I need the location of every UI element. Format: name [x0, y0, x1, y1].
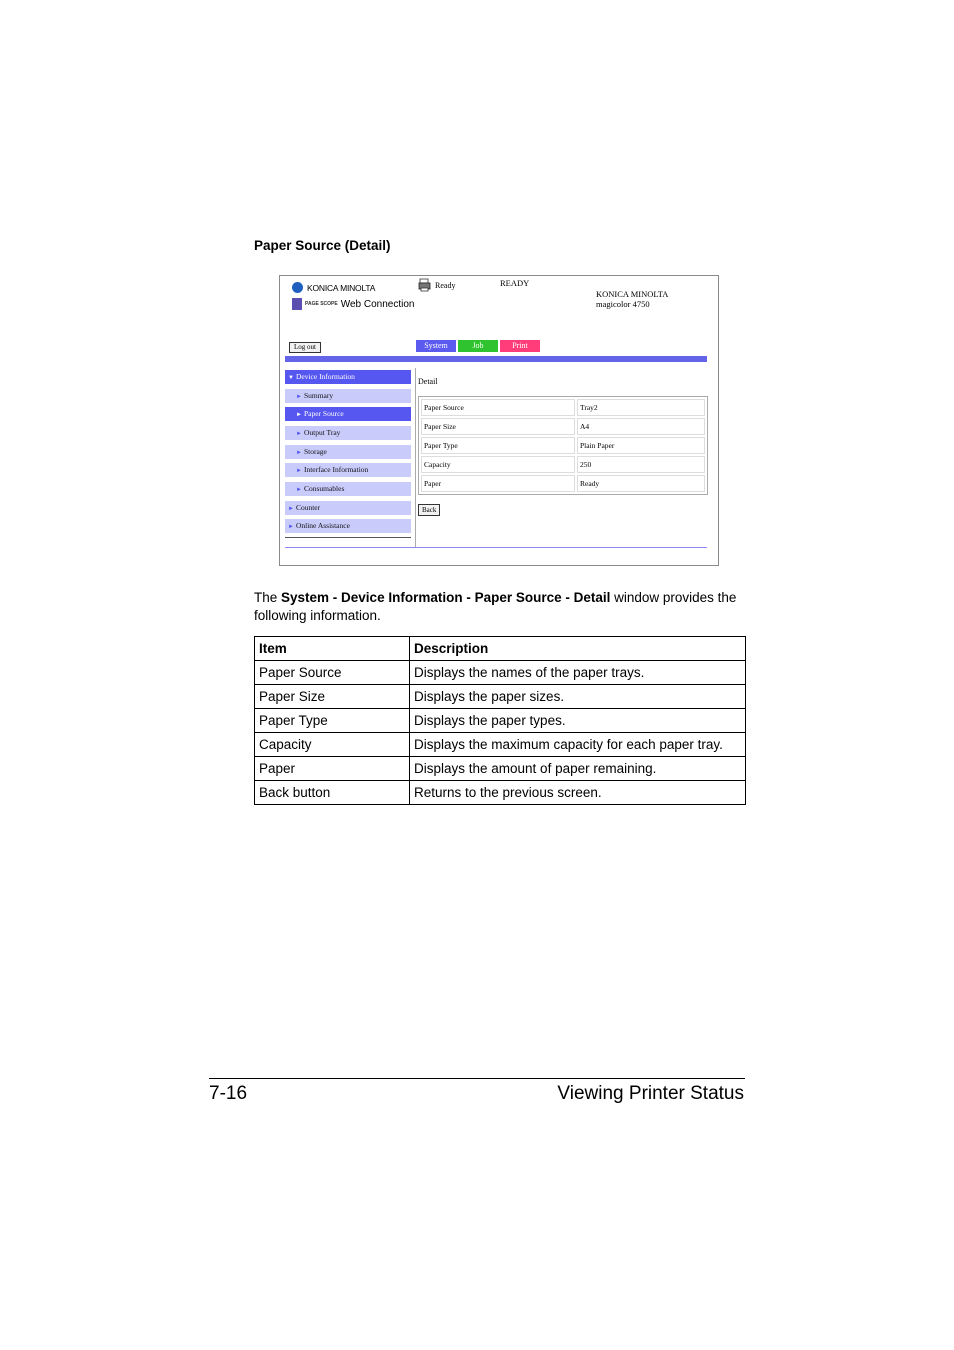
web-connection-label: Web Connection	[340, 298, 415, 310]
pagescope-icon	[292, 298, 302, 310]
nav-counter[interactable]	[285, 501, 411, 515]
nav-label: Paper Source	[303, 409, 344, 418]
table-row	[421, 437, 705, 454]
section-heading: Paper Source (Detail)	[254, 238, 391, 253]
detail-value: Plain Paper	[577, 437, 705, 454]
nav-paper-source[interactable]	[285, 407, 411, 421]
vertical-divider	[415, 368, 416, 548]
nav-label: Counter	[295, 503, 321, 512]
printer-icon	[418, 278, 432, 292]
nav-label: Online Assistance	[295, 521, 350, 530]
tab-system[interactable]: System	[416, 340, 456, 352]
footer-bar	[285, 547, 707, 548]
chevron-right-icon: ►	[296, 431, 302, 437]
chevron-right-icon: ►	[296, 468, 302, 474]
description-cell: Displays the maximum capacity for each paper tray.	[410, 733, 746, 757]
column-header-item: Item	[255, 637, 410, 661]
nav-label: Interface Information	[303, 465, 369, 474]
chevron-right-icon: ►	[296, 487, 302, 493]
chevron-right-icon: ►	[288, 524, 294, 530]
nav-summary[interactable]	[285, 389, 411, 403]
table-row	[255, 709, 746, 733]
chevron-right-icon: ►	[296, 450, 302, 456]
column-header-description: Description	[410, 637, 746, 661]
description-cell: Displays the amount of paper remaining.	[410, 757, 746, 781]
table-row	[421, 418, 705, 435]
table-row	[255, 757, 746, 781]
detail-title: Detail	[418, 377, 438, 386]
detail-key: Paper Source	[421, 399, 575, 416]
description-cell: Displays the names of the paper trays.	[410, 661, 746, 685]
footer-rule	[209, 1078, 745, 1079]
nav-device-information[interactable]	[285, 370, 411, 384]
status-ready: READY	[500, 278, 530, 288]
detail-value: Tray2	[577, 399, 705, 416]
nav-label: Storage	[303, 447, 327, 456]
item-cell: Paper Source	[255, 661, 410, 685]
konica-globe-icon	[292, 282, 303, 293]
para-post: window provides the following information.	[254, 590, 737, 623]
table-row	[255, 781, 746, 805]
nav-online-assistance[interactable]	[285, 519, 411, 533]
header-bar	[285, 356, 707, 362]
chevron-right-icon: ►	[296, 394, 302, 400]
description-cell: Returns to the previous screen.	[410, 781, 746, 805]
item-cell: Paper Type	[255, 709, 410, 733]
para-bold: System - Device Information - Paper Source - Detail	[281, 590, 611, 605]
brand-logo	[292, 282, 375, 293]
table-row	[421, 399, 705, 416]
web-connection-screenshot	[279, 275, 719, 566]
detail-key: Paper	[421, 475, 575, 492]
web-connection-logo	[292, 298, 414, 310]
detail-table	[418, 396, 708, 495]
item-cell: Paper	[255, 757, 410, 781]
para-pre: The	[254, 590, 282, 605]
nav-storage[interactable]	[285, 445, 411, 459]
item-cell: Capacity	[255, 733, 410, 757]
detail-value: 250	[577, 456, 705, 473]
logout-button[interactable]: Log out	[289, 342, 321, 353]
device-model	[596, 289, 668, 309]
back-button[interactable]: Back	[418, 504, 440, 516]
nav-output-tray[interactable]	[285, 426, 411, 440]
status-ready-small: Ready	[435, 281, 456, 290]
pagescope-mark: PAGE SCOPE	[305, 300, 338, 307]
model-brand: KONICA MINOLTA	[596, 289, 669, 299]
tab-job[interactable]: Job	[458, 340, 498, 352]
nav-consumables[interactable]	[285, 482, 411, 496]
nav-label: Summary	[303, 391, 334, 400]
detail-key: Paper Type	[421, 437, 575, 454]
model-name: magicolor 4750	[596, 299, 650, 309]
table-row	[255, 661, 746, 685]
detail-value: A4	[577, 418, 705, 435]
description-cell: Displays the paper types.	[410, 709, 746, 733]
item-cell: Paper Size	[255, 685, 410, 709]
description-cell: Displays the paper sizes.	[410, 685, 746, 709]
table-row	[421, 456, 705, 473]
nav-divider	[285, 537, 411, 538]
chevron-right-icon: ►	[288, 506, 294, 512]
brand-name: KONICA MINOLTA	[307, 282, 376, 293]
table-row	[421, 475, 705, 492]
nav-label: Device Information	[295, 372, 355, 381]
intro-paragraph	[254, 589, 749, 625]
description-table	[254, 636, 746, 805]
table-row	[255, 685, 746, 709]
page-number: 7-16	[209, 1083, 248, 1104]
table-header-row	[255, 637, 746, 661]
detail-key: Capacity	[421, 456, 575, 473]
chevron-right-icon: ►	[296, 412, 302, 418]
chevron-down-icon: ▼	[288, 375, 294, 381]
tab-print[interactable]: Print	[500, 340, 540, 352]
nav-label: Output Tray	[303, 428, 341, 437]
nav-label: Consumables	[303, 484, 345, 493]
table-row	[255, 733, 746, 757]
chapter-title: Viewing Printer Status	[557, 1083, 744, 1104]
detail-value: Ready	[577, 475, 705, 492]
detail-key: Paper Size	[421, 418, 575, 435]
nav-interface-information[interactable]	[285, 463, 411, 477]
item-cell: Back button	[255, 781, 410, 805]
